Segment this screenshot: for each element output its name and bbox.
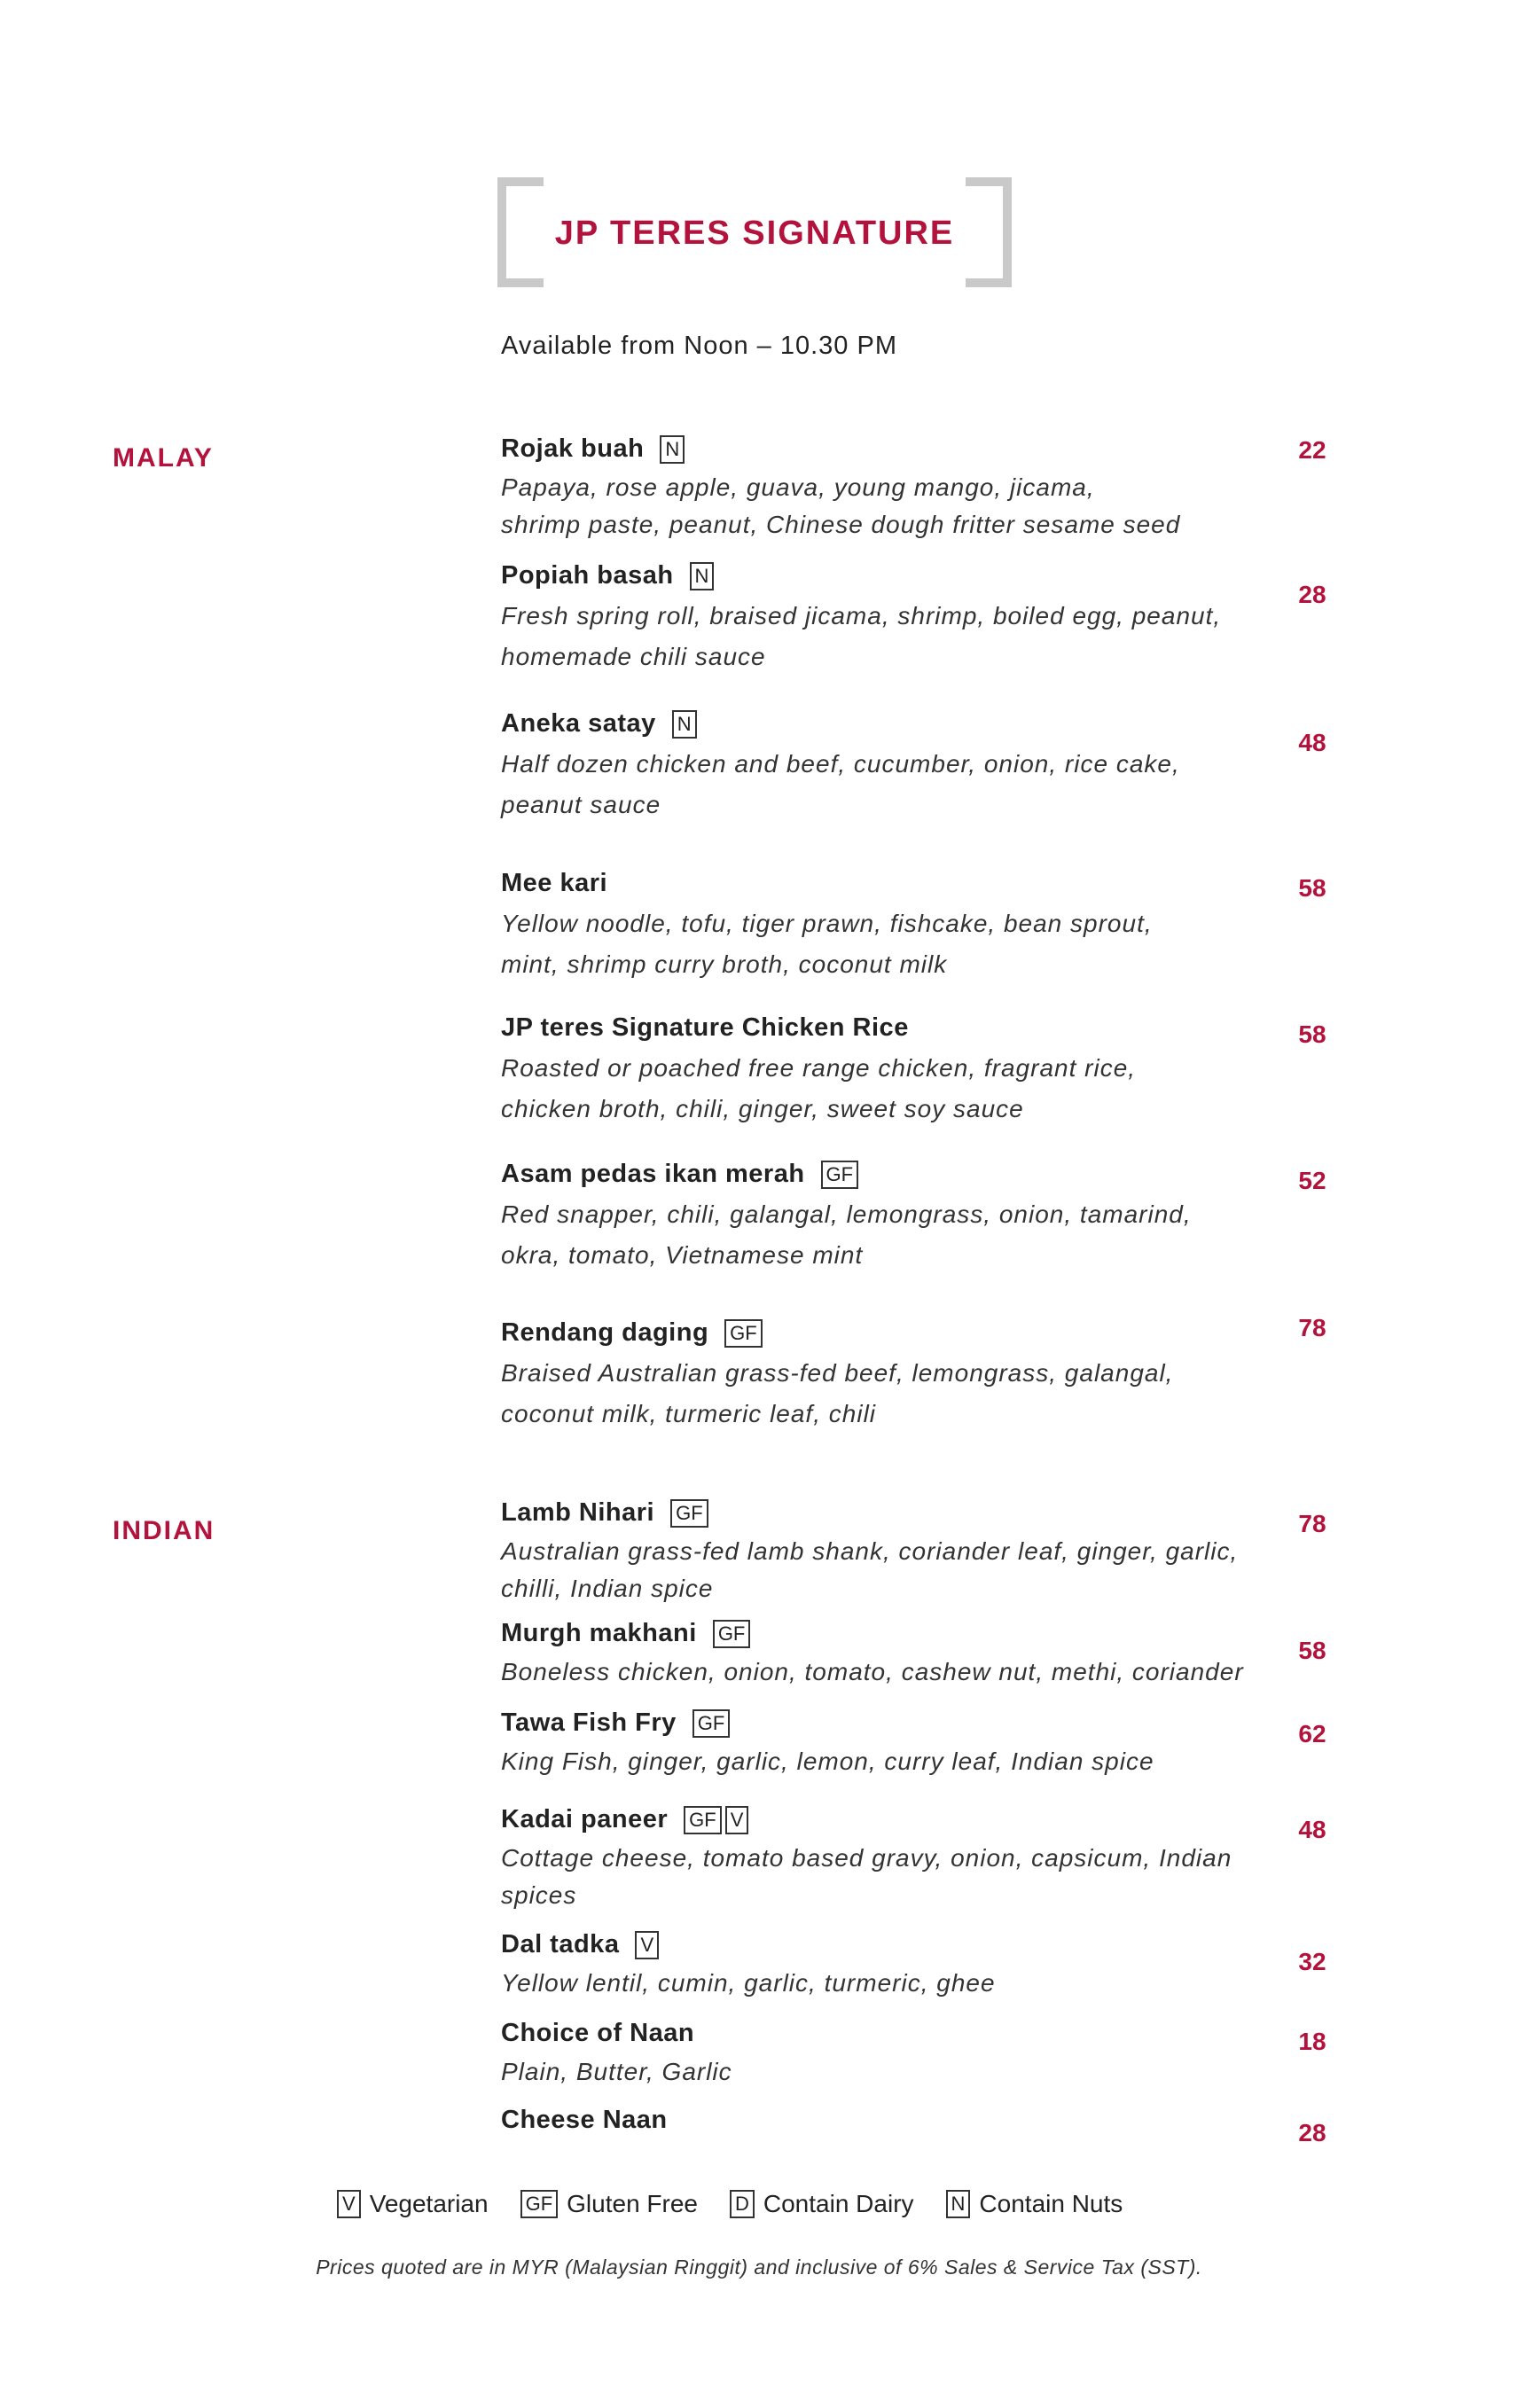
menu-item [501,1498,1281,1607]
menu-item [501,1160,1281,1276]
item-desc [501,1743,1281,1780]
menu-item [501,434,1281,543]
desc-line: peanut sauce [501,791,661,818]
desc-line: Roasted or poached free range chicken, fragrant rice, [501,1054,1137,1082]
item-tags [670,1499,708,1528]
legend-gluten-free [520,2190,698,2218]
item-tags [821,1161,859,1189]
dietary-tag: GF [684,1806,722,1834]
menu-item [501,1708,1281,1780]
dietary-tag: N [660,435,685,464]
desc-line: Yellow lentil, cumin, garlic, turmeric, ghee [501,1969,996,1997]
item-price: 58 [1298,1020,1326,1048]
item-desc [501,744,1281,825]
legend-code: V [337,2190,361,2218]
legend-label: Vegetarian [369,2190,489,2217]
menu-item [501,1318,1281,1435]
desc-line: spices [501,1881,577,1909]
legend-code: D [730,2190,755,2218]
desc-line: Half dozen chicken and beef, cucumber, onion, rice cake, [501,750,1180,778]
item-desc [501,1048,1281,1130]
item-name: Dal tadka [501,1930,620,1958]
item-name: JP teres Signature Chicken Rice [501,1013,909,1042]
item-price: 52 [1298,1167,1326,1194]
section-label-malay: MALAY [113,443,214,473]
menu-item [501,2106,1281,2135]
legend-contain-nuts [946,2190,1123,2218]
item-desc [501,596,1281,677]
item-desc [501,469,1281,543]
item-tags [692,1709,731,1738]
desc-line: shrimp paste, peanut, Chinese dough fritter sesame seed [501,511,1181,538]
legend-vegetarian [337,2190,489,2218]
legend-label: Gluten Free [567,2190,698,2217]
desc-line: Papaya, rose apple, guava, young mango, jicama, [501,473,1095,501]
item-price: 58 [1298,1637,1326,1664]
menu-item [501,1013,1281,1130]
menu-item [501,1805,1281,1914]
dietary-tag: N [690,562,715,590]
section-label-indian: INDIAN [113,1516,215,1545]
dietary-tag: GF [724,1319,763,1348]
item-name: Rojak buah [501,434,645,463]
item-name: Tawa Fish Fry [501,1708,677,1737]
item-desc [501,1965,1281,2002]
desc-line: coconut milk, turmeric leaf, chili [501,1400,877,1427]
dietary-tag: V [635,1931,659,1959]
item-price: 78 [1298,1314,1326,1341]
item-name: Mee kari [501,869,608,897]
item-price: 22 [1298,436,1326,464]
item-tags [635,1931,659,1959]
item-tags [724,1319,763,1348]
title-frame [497,177,1012,287]
item-tags [660,435,685,464]
item-tags [684,1806,748,1834]
item-desc [501,903,1281,985]
availability-text: Available from Noon – 10.30 PM [501,332,897,360]
item-name: Kadai paneer [501,1805,669,1833]
legend-label: Contain Nuts [979,2190,1123,2217]
desc-line: chilli, Indian spice [501,1575,714,1602]
desc-line: King Fish, ginger, garlic, lemon, curry leaf, Indian spice [501,1747,1154,1775]
item-price: 32 [1298,1948,1326,1975]
item-name: Lamb Nihari [501,1498,655,1527]
dietary-tag: GF [713,1620,751,1648]
item-name: Popiah basah [501,561,674,590]
desc-line: Boneless chicken, onion, tomato, cashew nut, methi, coriander [501,1658,1244,1685]
item-tags [672,710,697,739]
item-desc [501,2053,1281,2091]
desc-line: Cottage cheese, tomato based gravy, onion, capsicum, Indian [501,1844,1232,1872]
legend-label: Contain Dairy [763,2190,914,2217]
item-price: 58 [1298,874,1326,902]
item-name: Cheese Naan [501,2106,668,2134]
menu-item [501,561,1281,677]
item-desc [501,1194,1281,1276]
desc-line: Braised Australian grass-fed beef, lemongrass, galangal, [501,1359,1174,1387]
item-name: Rendang daging [501,1318,709,1347]
page-title: JP TERES SIGNATURE [554,215,955,252]
desc-line: Yellow noodle, tofu, tiger prawn, fishcake, bean sprout, [501,910,1153,937]
legend-code: N [946,2190,971,2218]
item-desc [501,1654,1281,1691]
dietary-tag: GF [692,1709,731,1738]
desc-line: Red snapper, chili, galangal, lemongrass, onion, tamarind, [501,1200,1192,1228]
item-name: Murgh makhani [501,1619,697,1647]
item-tags [690,562,715,590]
menu-item [501,709,1281,825]
dietary-tag: GF [670,1499,708,1528]
item-tags [713,1620,751,1648]
item-name: Choice of Naan [501,2019,695,2047]
dietary-tag: N [672,710,697,739]
desc-line: okra, tomato, Vietnamese mint [501,1241,864,1269]
dietary-tag: GF [821,1161,859,1189]
menu-item [501,2019,1281,2091]
item-desc [501,1533,1281,1607]
price-note: Prices quoted are in MYR (Malaysian Ringgit) and inclusive of 6% Sales & Service Tax (SST). [316,2256,1202,2279]
item-price: 62 [1298,1720,1326,1747]
item-price: 48 [1298,1816,1326,1843]
dietary-legend [337,2190,1188,2218]
item-name: Asam pedas ikan merah [501,1160,805,1188]
desc-line: homemade chili sauce [501,643,766,670]
desc-line: chicken broth, chili, ginger, sweet soy sauce [501,1095,1024,1122]
item-price: 48 [1298,729,1326,756]
desc-line: mint, shrimp curry broth, coconut milk [501,950,948,978]
dietary-tag: V [725,1806,749,1834]
desc-line: Plain, Butter, Garlic [501,2058,732,2085]
menu-item [501,1619,1281,1691]
item-price: 78 [1298,1510,1326,1537]
item-desc [501,1840,1281,1914]
item-price: 28 [1298,581,1326,608]
item-name: Aneka satay [501,709,656,738]
item-desc [501,1353,1281,1435]
menu-item [501,1930,1281,2002]
item-price: 18 [1298,2028,1326,2055]
legend-code: GF [520,2190,559,2218]
desc-line: Fresh spring roll, braised jicama, shrimp, boiled egg, peanut, [501,602,1222,629]
item-price: 28 [1298,2119,1326,2146]
menu-item [501,869,1281,985]
legend-contain-dairy [730,2190,914,2218]
desc-line: Australian grass-fed lamb shank, coriander leaf, ginger, garlic, [501,1537,1239,1565]
